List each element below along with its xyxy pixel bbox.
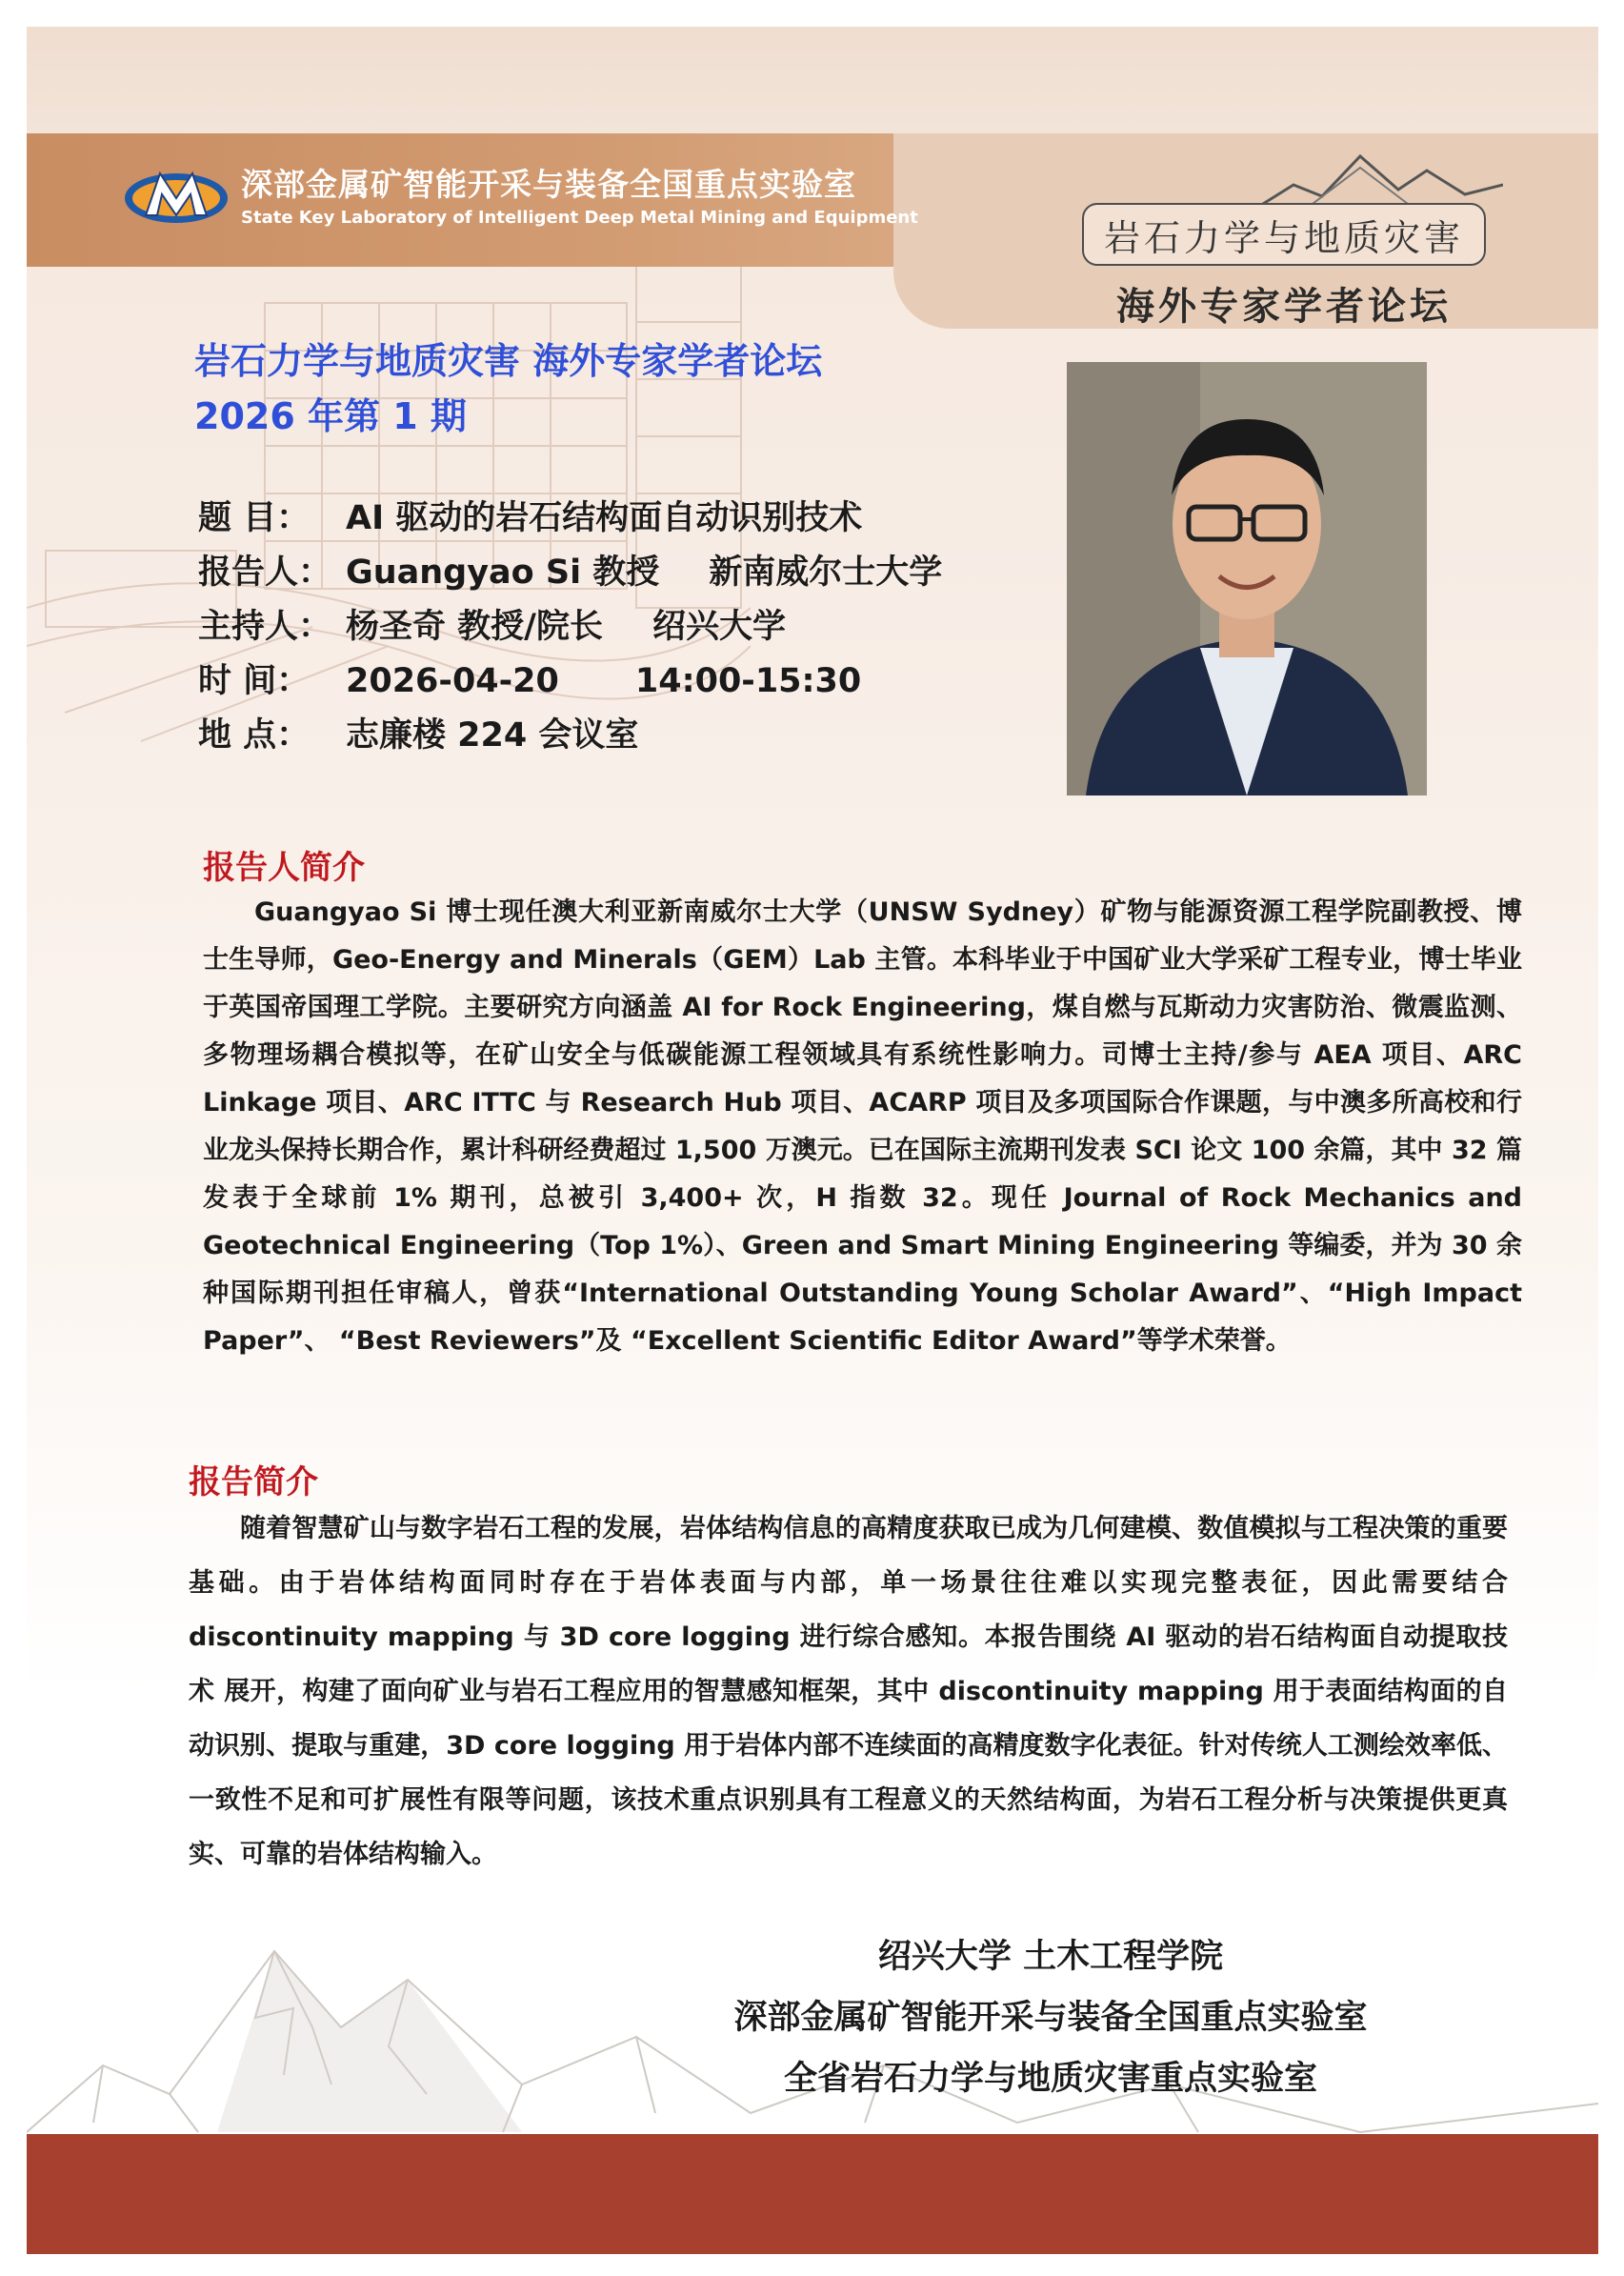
event-title: 岩石力学与地质灾害 海外专家学者论坛 (194, 340, 823, 382)
info-row-topic (198, 492, 942, 546)
info-row-location (198, 709, 942, 763)
lab-name-en: State Key Laboratory of Intelligent Deep Metal Mining and Equipment (241, 208, 918, 228)
info-row-time (198, 655, 942, 709)
info-label: 题 目： (198, 499, 311, 537)
badge-text: 岩石力学与地质灾害 (1103, 216, 1464, 259)
top-band (27, 27, 1598, 133)
badge-box (1082, 203, 1486, 266)
poster (27, 27, 1598, 2254)
info-label: 时 间： (198, 662, 311, 700)
organizer-3: 全省岩石力学与地质灾害重点实验室 (783, 2060, 1317, 2098)
info-extra: 14:00-15:30 (634, 662, 862, 700)
forum-title: 海外专家学者论坛 (1116, 284, 1452, 329)
event-info (198, 492, 942, 763)
organizer-2: 深部金属矿智能开采与装备全国重点实验室 (733, 1999, 1368, 2037)
info-value: Guangyao Si 教授 (346, 554, 660, 592)
info-row-speaker (198, 546, 942, 600)
speaker-photo (1067, 362, 1427, 796)
info-label: 报告人： (198, 554, 332, 592)
info-value: AI 驱动的岩石结构面自动识别技术 (346, 499, 863, 537)
lab-name-cn: 深部金属矿智能开采与装备全国重点实验室 (241, 166, 856, 203)
info-row-host (198, 600, 942, 655)
info-extra: 绍兴大学 (652, 608, 786, 646)
footer-bar (27, 2134, 1598, 2254)
speaker-bio-text: Guangyao Si 博士现任澳大利亚新南威尔士大学（UNSW Sydney）矿物与能源资源工程学院副教授、博士生导师，Geo-Energy and Minerals（GEM）Lab 主管。本科毕业于中国矿业大学采矿工程专业，博士毕业于英国帝国理工学院。主要研究方向涵盖 AI for Rock Engineering，煤自燃与瓦斯动力灾害防治、微震监测、多物理场耦合模拟等，在矿山安全与低碳能源工程领域具有系统性影响力。司博士主持/参与 AEA 项目、ARC Linkage 项目、ARC ITTC 与 Research Hub 项目、ACARP 项目及多项国际合作课题，与中澳多所高校和行业龙头保持长期合作，累计科研经费超过 1,500 万澳元。已在国际主流期刊发表 SCI 论文 100 余篇，其中 32 篇发表于全球前 1% 期刊，总被引 3,400+ 次，H 指数 32。现任 Journal of Rock Mechanics and Geotechnical Engineering（Top 1%）、Green and Smart Mining Engineering 等编委，并为 30 余种国际期刊担任审稿人，曾获“International Outstanding Young Scholar Award”、“High Impact Paper”、 “Best Reviewers”及 “Excellent Scientific Editor Award”等学术荣誉。 (203, 897, 1522, 1356)
talk-abstract-heading: 报告简介 (189, 1463, 318, 1501)
info-label: 主持人： (198, 608, 332, 646)
info-value: 杨圣奇 教授/院长 (346, 608, 603, 646)
organizer-1: 绍兴大学 土木工程学院 (877, 1938, 1224, 1976)
info-extra: 新南威尔士大学 (709, 554, 943, 592)
info-value: 志廉楼 224 会议室 (346, 716, 639, 755)
info-value: 2026-04-20 (346, 662, 559, 700)
speaker-portrait-icon (1067, 362, 1427, 796)
talk-abstract-text: 随着智慧矿山与数字岩石工程的发展，岩体结构信息的高精度获取已成为几何建模、数值模拟与工程决策的重要基础。由于岩体结构面同时存在于岩体表面与内部，单一场景往往难以实现完整表征，因此需要结合 discontinuity mapping 与 3D core logging 进行综合感知。本报告围绕 AI 驱动的岩石结构面自动提取技术 展开，构建了面向矿业与岩石工程应用的智慧感知框架，其中 discontinuity mapping 用于表面结构面的自动识别、提取与重建，3D core logging 用于岩体内部不连续面的高精度数字化表征。针对传统人工测绘效率低、一致性不足和可扩展性有限等问题，该技术重点识别具有工程意义的天然结构面，为岩石工程分析与决策提供更真实、可靠的岩体结构输入。 (189, 1514, 1508, 1869)
info-label: 地 点： (198, 716, 311, 755)
event-issue: 2026 年第 1 期 (194, 395, 467, 437)
speaker-bio-heading: 报告人简介 (203, 849, 365, 887)
lab-logo-icon (122, 160, 231, 232)
